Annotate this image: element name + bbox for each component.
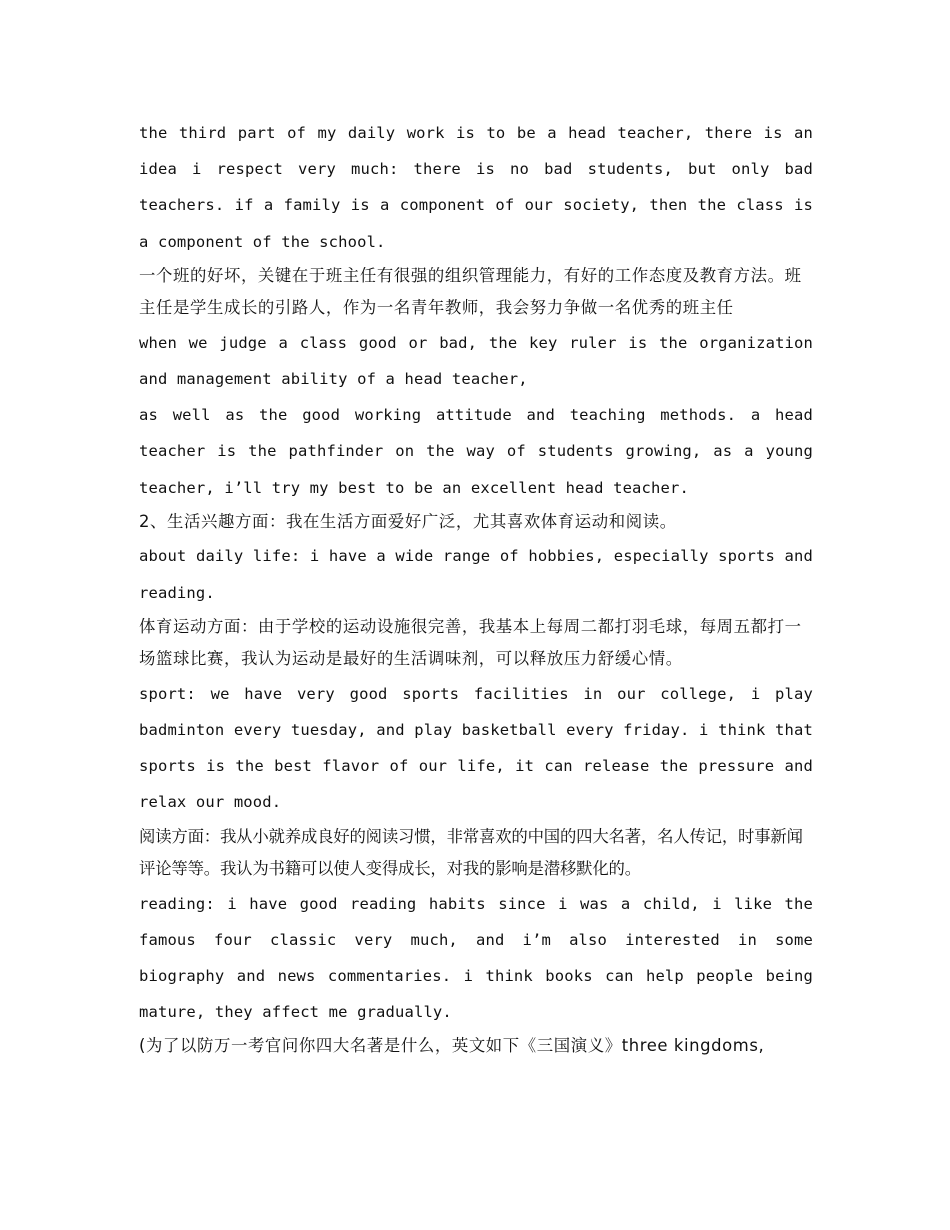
paragraph-four-classics-zh: (为了以防万一考官问你四大名著是什么，英文如下《三国演义》three kingdoms, [139,1036,765,1056]
paragraph-hobbies-en: about daily life: i have a wide range of hobbies, especially sports and reading. [139,547,813,602]
paragraph-judge-class-en: when we judge a class good or bad, the key ruler is the organization and management ability of a head teacher, [139,333,813,389]
paragraph-head-teacher-en: the third part of my daily work is to be a head teacher, there is an idea i respect very much: there is no bad students, but only bad teachers. if a family is a component of our society, then the class is a component of the school. [139,124,813,251]
paragraph-sports-en: sport: we have very good sports facilities in our college, i play badminton every tuesday, and play basketball every friday. i think that sports is the best flavor of our life, it can release the pressure and relax our mood. [139,684,813,812]
paragraph-reading-en: reading: i have good reading habits since i was a child, i like the famous four classic very much, and i’m also interested in some biography and news commentaries. i think books can help people being mature, they affect me gradually. [139,894,813,1022]
paragraph-sports-zh: 体育运动方面：由于学校的运动设施很完善，我基本上每周二都打羽毛球，每周五都打一场篮球比赛，我认为运动是最好的生活调味剂，可以释放压力舒缓心情。 [139,616,802,669]
paragraph-reading-zh: 阅读方面：我从小就养成良好的阅读习惯，非常喜欢的中国的四大名著，名人传记，时事新闻评论等等。我认为书籍可以使人变得成长，对我的影响是潜移默化的。 [139,826,803,879]
paragraph-hobbies-zh: 2、生活兴趣方面：我在生活方面爱好广泛，尤其喜欢体育运动和阅读。 [139,511,677,531]
paragraph-head-teacher-zh: 一个班的好坏，关键在于班主任有很强的组织管理能力，有好的工作态度及教育方法。班主任是学生成长的引路人，作为一名青年教师，我会努力争做一名优秀的班主任 [139,265,802,318]
paragraph-pathfinder-en: as well as the good working attitude and teaching methods. a head teacher is the pathfinder on the way of students growing, as a young teacher, i’ll try my best to be an excellent head teacher. [139,406,813,497]
document-body [139,115,813,1063]
